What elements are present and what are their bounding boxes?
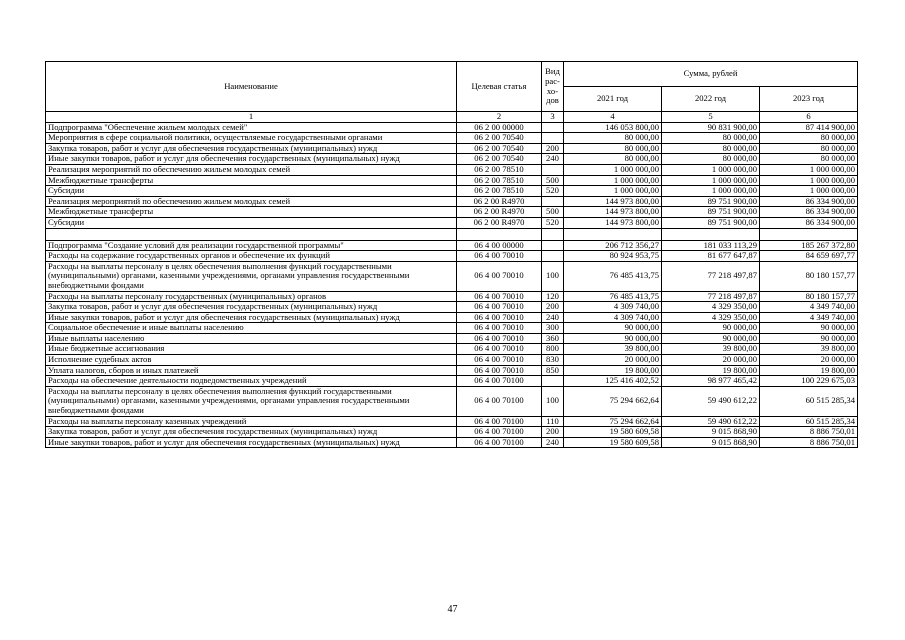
row-expense-type: 500 [542, 175, 564, 186]
row-sum-2022: 59 490 612,22 [662, 386, 760, 416]
row-sum-2023: 4 349 740,00 [760, 312, 858, 323]
row-target-code: 06 4 00 70010 [457, 291, 542, 302]
row-sum-2022: 1 000 000,00 [662, 175, 760, 186]
column-number: 1 [46, 112, 457, 123]
row-sum-2023: 185 267 372,80 [760, 240, 858, 251]
row-name: Исполнение судебных актов [46, 355, 457, 366]
subprogram-row [46, 122, 858, 133]
row-name: Иные закупки товаров, работ и услуг для обеспечения государственных (муниципальных) нужд [46, 437, 457, 448]
row-target-code: 06 4 00 70100 [457, 416, 542, 427]
row-target-code: 06 4 00 70010 [457, 344, 542, 355]
row-sum-2023: 20 000,00 [760, 355, 858, 366]
table-row [46, 207, 858, 218]
row-name: Подпрограмма "Обеспечение жильем молодых семей" [46, 122, 457, 133]
row-sum-2023: 80 180 157,77 [760, 261, 858, 291]
row-sum-2023: 39 800,00 [760, 344, 858, 355]
row-expense-type: 830 [542, 355, 564, 366]
row-sum-2021: 144 973 800,00 [564, 217, 662, 228]
row-target-code: 06 2 00 R4970 [457, 196, 542, 207]
header-type: Вид рас-хо-дов [542, 62, 564, 112]
row-sum-2022: 77 218 497,87 [662, 291, 760, 302]
row-sum-2023: 1 000 000,00 [760, 186, 858, 197]
row-expense-type: 240 [542, 437, 564, 448]
row-expense-type: 110 [542, 416, 564, 427]
row-sum-2021: 75 294 662,64 [564, 416, 662, 427]
row-name: Закупка товаров, работ и услуг для обеспечения государственных (муниципальных) нужд [46, 143, 457, 154]
table-row [46, 333, 858, 344]
row-sum-2022: 59 490 612,22 [662, 416, 760, 427]
table-row [46, 427, 858, 438]
table-row [46, 355, 858, 366]
row-sum-2021: 1 000 000,00 [564, 164, 662, 175]
row-sum-2022: 90 000,00 [662, 323, 760, 334]
row-target-code: 06 4 00 70100 [457, 376, 542, 387]
row-sum-2023: 1 000 000,00 [760, 175, 858, 186]
row-sum-2023: 80 000,00 [760, 154, 858, 165]
row-sum-2022: 4 329 350,00 [662, 302, 760, 313]
row-name: Закупка товаров, работ и услуг для обеспечения государственных (муниципальных) нужд [46, 302, 457, 313]
row-name: Иные закупки товаров, работ и услуг для обеспечения государственных (муниципальных) нужд [46, 312, 457, 323]
column-number: 3 [542, 112, 564, 123]
row-sum-2023: 8 886 750,01 [760, 427, 858, 438]
row-name: Субсидии [46, 217, 457, 228]
row-name: Расходы на выплаты персоналу казенных учреждений [46, 416, 457, 427]
row-sum-2023: 1 000 000,00 [760, 164, 858, 175]
column-number: 5 [662, 112, 760, 123]
row-expense-type: 120 [542, 291, 564, 302]
row-sum-2021: 80 000,00 [564, 154, 662, 165]
row-sum-2023: 90 000,00 [760, 333, 858, 344]
row-sum-2023: 60 515 285,34 [760, 416, 858, 427]
row-target-code: 06 4 00 70010 [457, 333, 542, 344]
row-target-code: 06 4 00 70100 [457, 437, 542, 448]
row-expense-type: 240 [542, 312, 564, 323]
table-row [46, 386, 858, 416]
row-expense-type: 200 [542, 143, 564, 154]
row-name: Расходы на выплаты персоналу в целях обеспечения выполнения функций государственными (муниципальными) органами, казенными учреждениями, органами управления государственными внебюджетными фондами [46, 261, 457, 291]
row-target-code: 06 4 00 70010 [457, 323, 542, 334]
table-row [46, 376, 858, 387]
row-name: Расходы на обеспечение деятельности подведомственных учреждений [46, 376, 457, 387]
table-row [46, 133, 858, 144]
row-sum-2021: 80 000,00 [564, 143, 662, 154]
row-sum-2023: 80 180 157,77 [760, 291, 858, 302]
row-target-code: 06 4 00 70100 [457, 427, 542, 438]
row-expense-type [542, 251, 564, 262]
row-target-code: 06 2 00 78510 [457, 164, 542, 175]
row-target-code: 06 4 00 70010 [457, 302, 542, 313]
column-number: 4 [564, 112, 662, 123]
row-sum-2021: 1 000 000,00 [564, 175, 662, 186]
row-sum-2021: 39 800,00 [564, 344, 662, 355]
header-name: Наименование [46, 62, 457, 112]
row-sum-2022: 80 000,00 [662, 133, 760, 144]
row-sum-2022: 9 015 868,90 [662, 437, 760, 448]
row-target-code: 06 2 00 70540 [457, 154, 542, 165]
table-row [46, 186, 858, 197]
row-target-code: 06 2 00 00000 [457, 122, 542, 133]
row-sum-2022: 98 977 465,42 [662, 376, 760, 387]
row-sum-2023: 19 800,00 [760, 365, 858, 376]
header-year-2023: 2023 год [760, 87, 858, 112]
row-sum-2021: 144 973 800,00 [564, 196, 662, 207]
row-sum-2021: 206 712 356,27 [564, 240, 662, 251]
row-target-code: 06 4 00 70100 [457, 386, 542, 416]
spacer-row [46, 228, 858, 240]
row-expense-type: 240 [542, 154, 564, 165]
table-row [46, 437, 858, 448]
row-expense-type: 800 [542, 344, 564, 355]
row-sum-2021: 4 309 740,00 [564, 312, 662, 323]
row-sum-2021: 144 973 800,00 [564, 207, 662, 218]
table-row [46, 143, 858, 154]
row-target-code: 06 2 00 78510 [457, 186, 542, 197]
row-name: Реализация мероприятий по обеспечению жильем молодых семей [46, 196, 457, 207]
row-expense-type [542, 122, 564, 133]
row-sum-2023: 8 886 750,01 [760, 437, 858, 448]
row-sum-2023: 90 000,00 [760, 323, 858, 334]
row-sum-2022: 89 751 900,00 [662, 207, 760, 218]
row-expense-type: 300 [542, 323, 564, 334]
row-sum-2021: 80 924 953,75 [564, 251, 662, 262]
row-expense-type [542, 240, 564, 251]
row-sum-2022: 90 831 900,00 [662, 122, 760, 133]
row-name: Иные закупки товаров, работ и услуг для обеспечения государственных (муниципальных) нужд [46, 154, 457, 165]
row-sum-2022: 81 677 647,87 [662, 251, 760, 262]
row-expense-type [542, 228, 564, 240]
row-target-code: 06 2 00 78510 [457, 175, 542, 186]
row-sum-2021: 19 800,00 [564, 365, 662, 376]
table-header [46, 62, 858, 123]
row-name [46, 228, 457, 240]
row-expense-type: 520 [542, 217, 564, 228]
row-expense-type: 500 [542, 207, 564, 218]
row-sum-2022: 80 000,00 [662, 154, 760, 165]
row-sum-2021: 76 485 413,75 [564, 291, 662, 302]
row-target-code: 06 2 00 70540 [457, 133, 542, 144]
row-sum-2022: 90 000,00 [662, 333, 760, 344]
row-sum-2023 [760, 228, 858, 240]
row-sum-2021: 90 000,00 [564, 333, 662, 344]
row-expense-type [542, 164, 564, 175]
row-expense-type [542, 133, 564, 144]
row-sum-2023: 100 229 675,03 [760, 376, 858, 387]
row-sum-2022: 20 000,00 [662, 355, 760, 366]
row-expense-type: 360 [542, 333, 564, 344]
row-name: Реализация мероприятий по обеспечению жильем молодых семей [46, 164, 457, 175]
row-name: Расходы на выплаты персоналу государственных (муниципальных) органов [46, 291, 457, 302]
row-expense-type: 100 [542, 261, 564, 291]
table-row [46, 217, 858, 228]
row-sum-2023: 80 000,00 [760, 133, 858, 144]
table-row [46, 154, 858, 165]
row-name: Расходы на содержание государственных органов и обеспечение их функций [46, 251, 457, 262]
column-number: 2 [457, 112, 542, 123]
row-name: Субсидии [46, 186, 457, 197]
row-sum-2022 [662, 228, 760, 240]
row-expense-type [542, 376, 564, 387]
row-name: Межбюджетные трансферты [46, 175, 457, 186]
row-sum-2021: 19 580 609,58 [564, 427, 662, 438]
row-expense-type: 200 [542, 427, 564, 438]
row-sum-2021: 76 485 413,75 [564, 261, 662, 291]
header-code: Целевая статья [457, 62, 542, 112]
row-name: Уплата налогов, сборов и иных платежей [46, 365, 457, 376]
table-row [46, 251, 858, 262]
table-row [46, 261, 858, 291]
table-row [46, 302, 858, 313]
row-name: Закупка товаров, работ и услуг для обеспечения государственных (муниципальных) нужд [46, 427, 457, 438]
row-sum-2022: 9 015 868,90 [662, 427, 760, 438]
table-row [46, 164, 858, 175]
row-sum-2022: 89 751 900,00 [662, 217, 760, 228]
row-target-code: 06 4 00 00000 [457, 240, 542, 251]
row-sum-2022: 39 800,00 [662, 344, 760, 355]
table-row [46, 365, 858, 376]
table-row [46, 344, 858, 355]
table-row [46, 196, 858, 207]
row-name: Иные бюджетные ассигнования [46, 344, 457, 355]
row-name: Межбюджетные трансферты [46, 207, 457, 218]
row-sum-2023: 4 349 740,00 [760, 302, 858, 313]
row-sum-2023: 84 659 697,77 [760, 251, 858, 262]
row-target-code: 06 4 00 70010 [457, 261, 542, 291]
table-row [46, 323, 858, 334]
row-target-code: 06 4 00 70010 [457, 251, 542, 262]
page-number: 47 [447, 604, 458, 615]
row-sum-2023: 86 334 900,00 [760, 217, 858, 228]
row-target-code: 06 4 00 70010 [457, 355, 542, 366]
row-sum-2021: 125 416 402,52 [564, 376, 662, 387]
header-year-2021: 2021 год [564, 87, 662, 112]
column-number: 6 [760, 112, 858, 123]
budget-table [45, 61, 858, 448]
table-row [46, 416, 858, 427]
row-sum-2022: 80 000,00 [662, 143, 760, 154]
row-sum-2023: 86 334 900,00 [760, 207, 858, 218]
row-sum-2021: 90 000,00 [564, 323, 662, 334]
row-sum-2022: 77 218 497,87 [662, 261, 760, 291]
row-target-code: 06 4 00 70010 [457, 365, 542, 376]
row-expense-type: 100 [542, 386, 564, 416]
row-sum-2021: 146 053 800,00 [564, 122, 662, 133]
header-year-2022: 2022 год [662, 87, 760, 112]
row-name: Иные выплаты населению [46, 333, 457, 344]
header-sum: Сумма, рублей [564, 62, 858, 87]
row-sum-2021: 19 580 609,58 [564, 437, 662, 448]
row-sum-2023: 86 334 900,00 [760, 196, 858, 207]
row-name: Мероприятия в сфере социальной политики, осуществляемые государственными органами [46, 133, 457, 144]
table-row [46, 175, 858, 186]
row-target-code: 06 2 00 70540 [457, 143, 542, 154]
row-expense-type: 520 [542, 186, 564, 197]
row-sum-2022: 19 800,00 [662, 365, 760, 376]
row-sum-2023: 80 000,00 [760, 143, 858, 154]
row-target-code: 06 2 00 R4970 [457, 207, 542, 218]
row-target-code: 06 2 00 R4970 [457, 217, 542, 228]
row-name: Расходы на выплаты персоналу в целях обеспечения выполнения функций государственными (муниципальными) органами, казенными учреждениями, органами управления государственными внебюджетными фондами [46, 386, 457, 416]
row-sum-2021: 75 294 662,64 [564, 386, 662, 416]
table-body [46, 122, 858, 448]
row-target-code: 06 4 00 70010 [457, 312, 542, 323]
row-sum-2021: 80 000,00 [564, 133, 662, 144]
row-sum-2021: 1 000 000,00 [564, 186, 662, 197]
row-sum-2022: 1 000 000,00 [662, 186, 760, 197]
table-row [46, 312, 858, 323]
row-sum-2021 [564, 228, 662, 240]
row-sum-2021: 4 309 740,00 [564, 302, 662, 313]
row-name: Подпрограмма "Создание условий для реализации государственной программы" [46, 240, 457, 251]
row-sum-2022: 89 751 900,00 [662, 196, 760, 207]
subprogram-row [46, 240, 858, 251]
row-sum-2022: 4 329 350,00 [662, 312, 760, 323]
row-sum-2022: 181 033 113,29 [662, 240, 760, 251]
row-sum-2023: 60 515 285,34 [760, 386, 858, 416]
row-expense-type: 200 [542, 302, 564, 313]
row-name: Социальное обеспечение и иные выплаты населению [46, 323, 457, 334]
row-target-code [457, 228, 542, 240]
row-expense-type [542, 196, 564, 207]
row-sum-2023: 87 414 900,00 [760, 122, 858, 133]
row-expense-type: 850 [542, 365, 564, 376]
row-sum-2021: 20 000,00 [564, 355, 662, 366]
row-sum-2022: 1 000 000,00 [662, 164, 760, 175]
table-row [46, 291, 858, 302]
